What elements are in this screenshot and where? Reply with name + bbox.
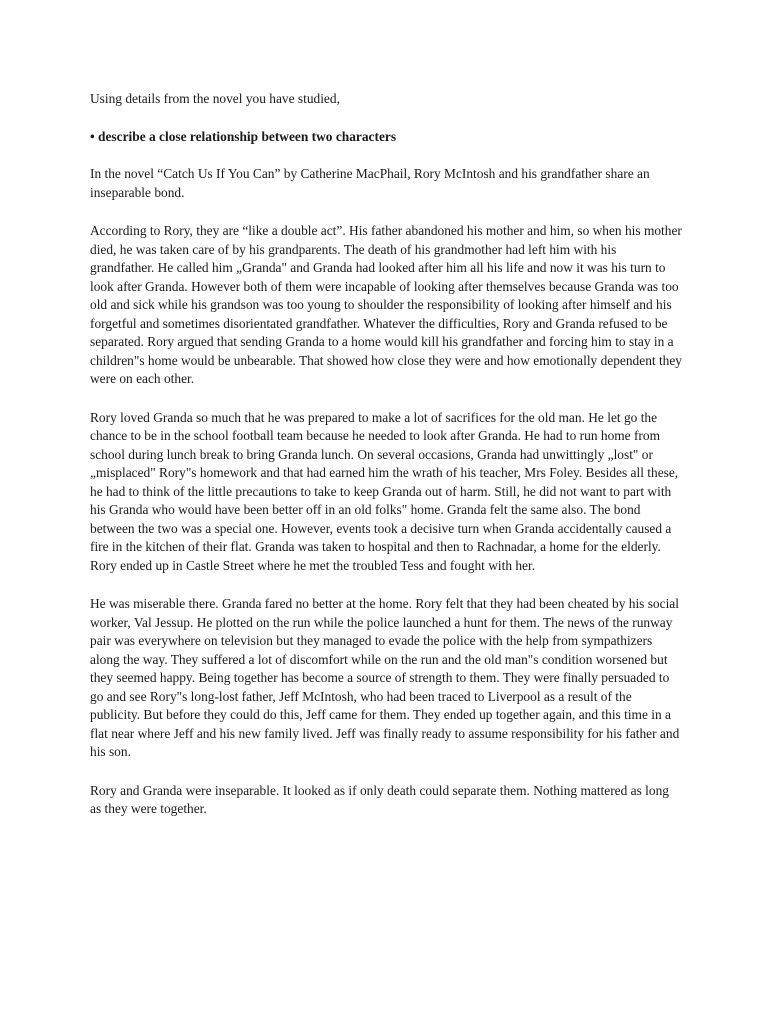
paragraph-intro: In the novel “Catch Us If You Can” by Catherine MacPhail, Rory McIntosh and his grandfather share an inseparable bond.: [90, 166, 650, 200]
paragraph-conclusion: Rory and Granda were inseparable. It looked as if only death could separate them. Nothing mattered as long as they were together.: [90, 782, 669, 816]
essay-prompt: Using details from the novel you have studied,: [90, 91, 340, 106]
paragraph-double-act: According to Rory, they are “like a double act”. His father abandoned his mother and him, so when his mother died, he was taken care of by his grandparents. The death of his grandmother had left him with his grandfather. He called him „Granda" and Granda had looked after him all his life and now it was his turn to look after Granda. However both of them were incapable of looking after themselves because Granda was too old and sick while his grandson was too young to shoulder the responsibility of looking after himself and his forgetful and sometimes disorientated grandfather. Whatever the difficulties, Rory and Granda refused to be separated. Rory argued that sending Granda to a home would kill his grandfather and forcing him to stay in a children"s home would be unbearable. That showed how close they were and how emotionally dependent they were on each other.: [90, 223, 683, 386]
paragraph-sacrifices: Rory loved Granda so much that he was prepared to make a lot of sacrifices for the old man. He let go the chance to be in the school football team because he needed to look after Granda. He had to run home from school during lunch break to bring Granda lunch. On several occasions, Granda had unwittingly „lost" or „misplaced" Rory"s homework and that had earned him the wrath of his teacher, Mrs Foley. Besides all these, he had to think of the little precautions to take to keep Granda out of harm. Still, he did not want to part with his Granda who would have been better off in an old folks" home. Granda felt the same also. The bond between the two was a special one. However, events took a decisive turn when Granda accidentally caused a fire in the kitchen of their flat. Granda was taken to hospital and then to Rachnadar, a home for the elderly. Rory ended up in Castle Street where he met the troubled Tess and fought with her.: [90, 409, 679, 573]
document-page: [90, 90, 682, 839]
paragraph-on-the-run: He was miserable there. Granda fared no better at the home. Rory felt that they had been cheated by his social worker, Val Jessup. He plotted on the run while the police launched a hunt for them. The news of the runway pair was everywhere on television but they managed to evade the police with the help from sympathizers along the way. They suffered a lot of discomfort while on the run and the old man"s condition worsened but they seemed happy. Being together has become a source of strength to them. They were finally persuaded to go and see Rory"s long-lost father, Jeff McIntosh, who had been traced to Liverpool as a result of the publicity. But before they could do this, Jeff came for them. They ended up together again, and this time in a flat near where Jeff and his new family lived. Jeff was finally ready to assume responsibility for his father and his son.: [90, 596, 680, 759]
essay-task-bullet: • describe a close relationship between two characters: [90, 128, 397, 144]
